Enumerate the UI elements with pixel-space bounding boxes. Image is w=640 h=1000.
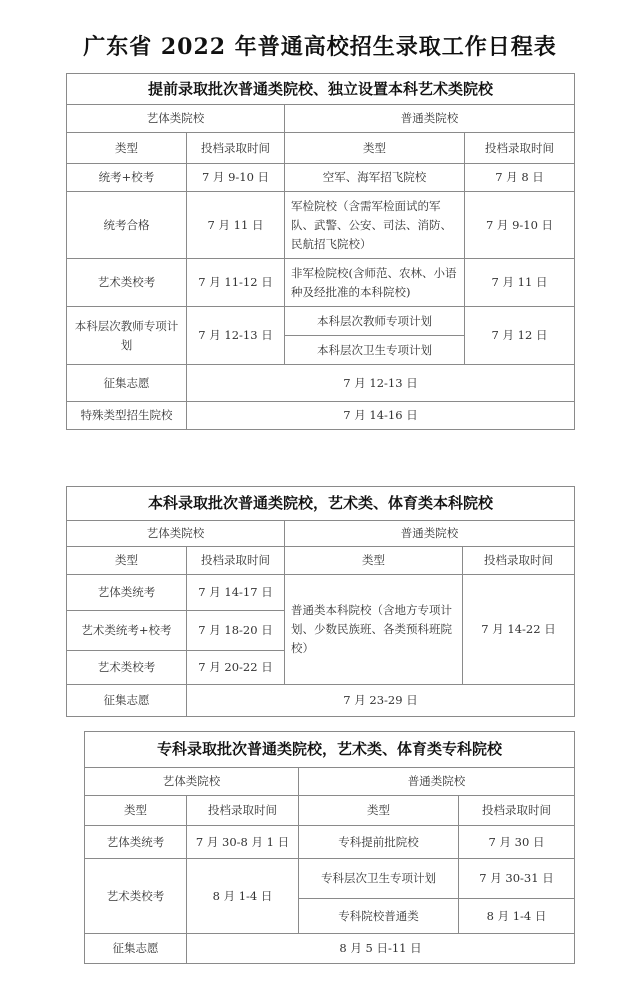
- column-header-type: 类型: [285, 547, 463, 575]
- table-cell-time: 7 月 8 日: [465, 164, 575, 192]
- schedule-table-vocational-batch: [84, 731, 575, 964]
- group-header-art-sports: 艺体类院校: [67, 521, 285, 547]
- table-cell-time: 7 月 30-8 月 1 日: [187, 826, 299, 859]
- supplement-label: 征集志愿: [67, 365, 187, 402]
- column-header-time: 投档录取时间: [187, 133, 285, 164]
- supplement-time: 7 月 12-13 日: [187, 365, 575, 402]
- table-cell-type: 艺体类统考: [67, 575, 187, 611]
- column-header-time: 投档录取时间: [463, 547, 575, 575]
- supplement-time: 7 月 23-29 日: [187, 685, 575, 717]
- table-cell-time: 7 月 20-22 日: [187, 651, 285, 685]
- column-header-type: 类型: [299, 796, 459, 826]
- section-title: 专科录取批次普通类院校，艺术类、体育类专科院校: [85, 732, 575, 768]
- table-cell-type: 普通类本科院校（含地方专项计划、少数民族班、各类预科班院校）: [285, 575, 463, 685]
- table-cell-type: 艺术类校考: [85, 859, 187, 934]
- table-cell-type: 专科提前批院校: [299, 826, 459, 859]
- table-cell-type: 军检院校（含需军检面试的军队、武警、公安、司法、消防、民航招飞院校）: [285, 192, 465, 259]
- table-cell-type: 专科层次卫生专项计划: [299, 859, 459, 899]
- table-cell-type: 统考+校考: [67, 164, 187, 192]
- table-cell-time: 8 月 1-4 日: [459, 899, 575, 934]
- table-cell-time: 7 月 14-22 日: [463, 575, 575, 685]
- table-cell-time: 8 月 1-4 日: [187, 859, 299, 934]
- column-header-time: 投档录取时间: [459, 796, 575, 826]
- table-cell-time: 7 月 11 日: [465, 259, 575, 307]
- table-cell-type: 艺术类校考: [67, 651, 187, 685]
- table-cell-type: 本科层次卫生专项计划: [285, 336, 465, 365]
- group-header-regular: 普通类院校: [299, 768, 575, 796]
- column-header-type: 类型: [67, 133, 187, 164]
- schedule-table-undergraduate-batch: [66, 486, 575, 717]
- table-cell-time: 7 月 30 日: [459, 826, 575, 859]
- table-cell-time: 7 月 12-13 日: [187, 307, 285, 365]
- column-header-type: 类型: [85, 796, 187, 826]
- table-cell-type: 本科层次教师专项计划: [67, 307, 187, 365]
- table-cell-type: 艺术类校考: [67, 259, 187, 307]
- schedule-table-early-batch: [66, 73, 575, 430]
- table-cell-type: 艺术类统考+校考: [67, 611, 187, 651]
- table-cell-type: 统考合格: [67, 192, 187, 259]
- table-cell-time: 7 月 30-31 日: [459, 859, 575, 899]
- group-header-regular: 普通类院校: [285, 521, 575, 547]
- table-cell-type: 艺体类统考: [85, 826, 187, 859]
- table-cell-type: 空军、海军招飞院校: [285, 164, 465, 192]
- page-title: 广东省 2022 年普通高校招生录取工作日程表: [83, 34, 557, 60]
- supplement-label: 征集志愿: [85, 934, 187, 964]
- table-cell-type: 非军检院校(含师范、农林、小语种及经批准的本科院校): [285, 259, 465, 307]
- table-cell-time: 7 月 11 日: [187, 192, 285, 259]
- group-header-art-sports: 艺体类院校: [67, 105, 285, 133]
- column-header-time: 投档录取时间: [187, 796, 299, 826]
- column-header-time: 投档录取时间: [187, 547, 285, 575]
- special-time: 7 月 14-16 日: [187, 402, 575, 430]
- table-cell-time: 7 月 14-17 日: [187, 575, 285, 611]
- column-header-type: 类型: [285, 133, 465, 164]
- section-title: 本科录取批次普通类院校，艺术类、体育类本科院校: [67, 487, 575, 521]
- group-header-regular: 普通类院校: [285, 105, 575, 133]
- table-cell-time: 7 月 9-10 日: [187, 164, 285, 192]
- table-cell-time: 7 月 9-10 日: [465, 192, 575, 259]
- table-cell-type: 专科院校普通类: [299, 899, 459, 934]
- column-header-type: 类型: [67, 547, 187, 575]
- supplement-time: 8 月 5 日-11 日: [187, 934, 575, 964]
- group-header-art-sports: 艺体类院校: [85, 768, 299, 796]
- section-title: 提前录取批次普通类院校、独立设置本科艺术类院校: [67, 74, 575, 105]
- table-cell-time: 7 月 18-20 日: [187, 611, 285, 651]
- table-cell-time: 7 月 12 日: [465, 307, 575, 365]
- supplement-label: 征集志愿: [67, 685, 187, 717]
- column-header-time: 投档录取时间: [465, 133, 575, 164]
- special-label: 特殊类型招生院校: [67, 402, 187, 430]
- table-cell-time: 7 月 11-12 日: [187, 259, 285, 307]
- table-cell-type: 本科层次教师专项计划: [285, 307, 465, 336]
